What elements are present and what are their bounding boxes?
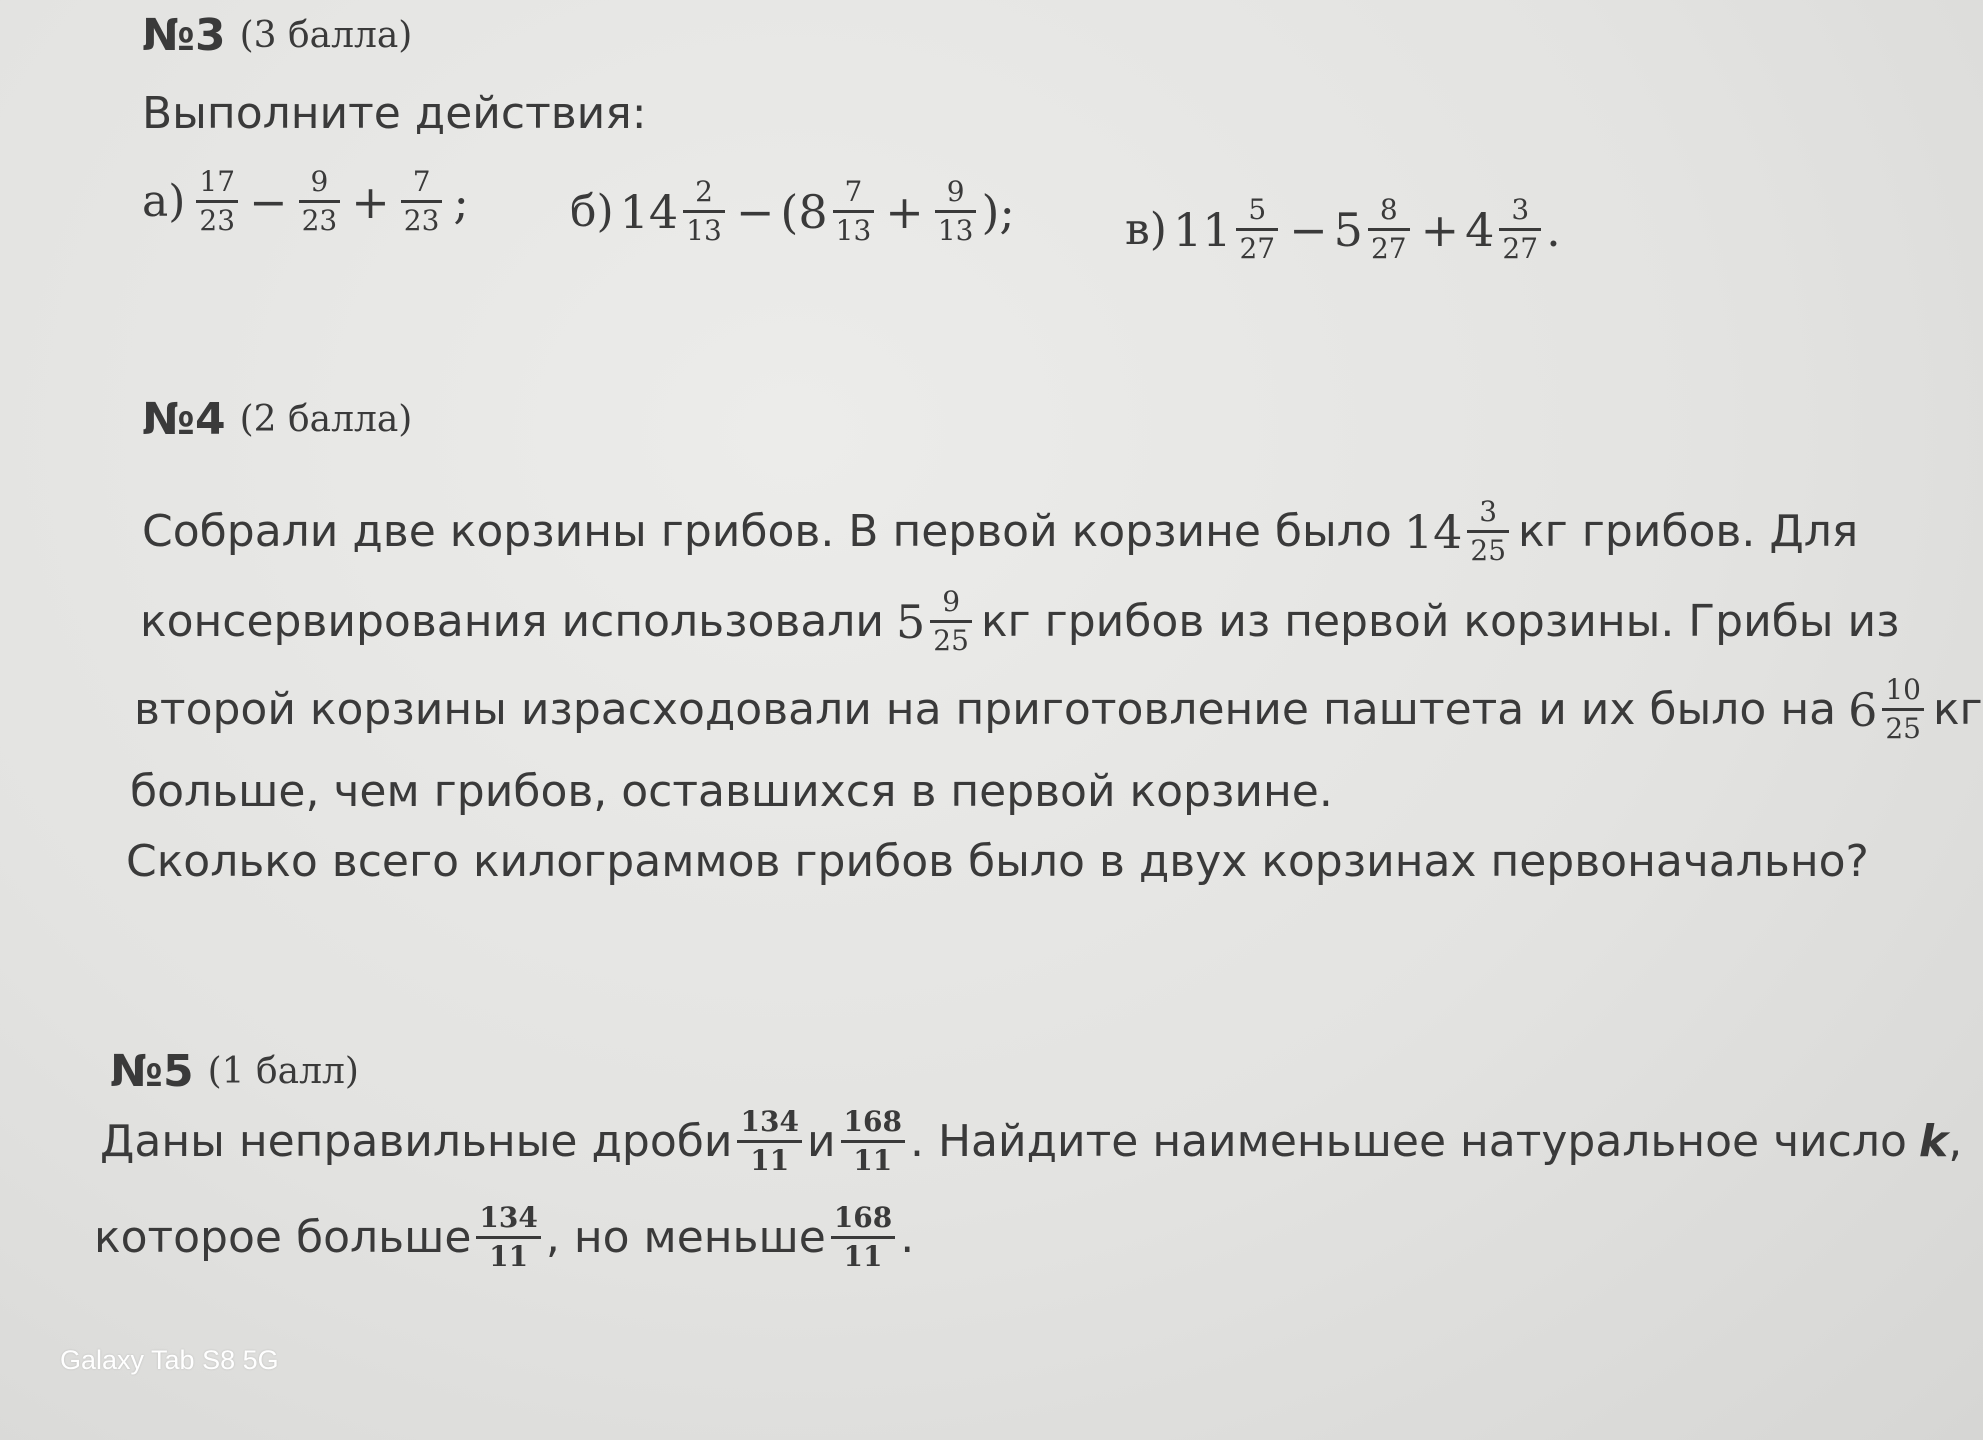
- task3-instruction: [142, 88, 647, 139]
- task5-text: , но меньше: [545, 1211, 826, 1263]
- task4-text: Собрали две корзины грибов. В первой корзине было: [142, 505, 1392, 557]
- task3-a-label: а): [142, 175, 186, 227]
- task4-text: кг грибов из первой корзины. Грибы из: [980, 595, 1900, 647]
- task4-header: [142, 394, 413, 445]
- fraction: $\frac{10}{25}$: [1882, 676, 1924, 743]
- task4-text: больше, чем грибов, оставшихся в первой корзине.: [130, 766, 1333, 817]
- punctuation: );: [981, 184, 1015, 239]
- task3-number: №3: [142, 10, 226, 61]
- task5-text: ,: [1948, 1115, 1963, 1167]
- task5-variable-k: k: [1918, 1115, 1949, 1167]
- task4-number: №4: [142, 394, 226, 445]
- whole-part: 5: [1333, 202, 1363, 257]
- fraction: $\frac{134}{11}$: [476, 1204, 540, 1271]
- task4-line-4: [130, 766, 1333, 817]
- task3-b-label: б): [570, 185, 614, 237]
- operator: −: [735, 184, 775, 239]
- task5-header: [110, 1046, 359, 1097]
- task5-text: и: [806, 1115, 836, 1167]
- whole-part: 8: [798, 184, 828, 239]
- paren: (: [780, 184, 799, 239]
- fraction: $\frac{9}{23}$: [299, 168, 341, 235]
- operator: +: [351, 174, 390, 229]
- fraction: $\frac{9}{25}$: [930, 588, 972, 655]
- fraction: $\frac{8}{27}$: [1368, 196, 1410, 263]
- task4-line-2: [140, 585, 1900, 657]
- fraction: $\frac{134}{11}$: [737, 1108, 801, 1175]
- whole-part: 14: [619, 184, 679, 239]
- task3-instruction-text: Выполните действия:: [142, 88, 647, 139]
- task4-text: кг: [1932, 683, 1983, 735]
- task3-item-a: [142, 165, 475, 237]
- fraction: $\frac{7}{23}$: [401, 168, 443, 235]
- whole-part: 6: [1848, 682, 1878, 737]
- task5-line-1: [100, 1105, 1963, 1177]
- task4-line-3: [134, 673, 1983, 745]
- task4-question: [126, 836, 1869, 887]
- operator: +: [885, 184, 924, 239]
- fraction: $\frac{5}{27}$: [1236, 196, 1278, 263]
- fraction: $\frac{2}{13}$: [683, 178, 725, 245]
- task5-line-2: [94, 1201, 915, 1273]
- fraction: $\frac{168}{11}$: [841, 1108, 905, 1175]
- task5-text: .: [900, 1211, 915, 1263]
- fraction: $\frac{7}{13}$: [833, 178, 875, 245]
- fraction: $\frac{168}{11}$: [831, 1204, 895, 1271]
- task3-header: [142, 10, 413, 61]
- task4-text: Сколько всего килограммов грибов было в двух корзинах первоначально?: [126, 836, 1869, 887]
- punctuation: ;: [453, 174, 469, 229]
- operator: +: [1420, 202, 1460, 257]
- whole-part: 5: [896, 594, 926, 649]
- task5-number: №5: [110, 1046, 194, 1097]
- camera-watermark: Galaxy Tab S8 5G: [60, 1345, 279, 1375]
- whole-part: 14: [1403, 504, 1463, 559]
- operator: −: [249, 174, 288, 229]
- task4-text: кг грибов. Для: [1518, 505, 1859, 557]
- fraction: $\frac{17}{23}$: [196, 168, 238, 235]
- operator: −: [1289, 202, 1328, 257]
- task3-item-b: [570, 175, 1015, 247]
- task4-line-1: [142, 495, 1859, 567]
- task4-points: (2 балла): [239, 399, 413, 440]
- whole-part: 11: [1172, 202, 1232, 257]
- task5-points: (1 балл): [207, 1051, 359, 1092]
- punctuation: .: [1546, 202, 1561, 257]
- task5-text: которое больше: [94, 1211, 472, 1263]
- task3-c-label: в): [1125, 203, 1167, 255]
- task5-text: Даны неправильные дроби: [100, 1115, 733, 1167]
- task4-text: консервирования использовали: [140, 595, 885, 647]
- task5-text: . Найдите наименьшее натуральное число: [910, 1115, 1907, 1167]
- fraction: $\frac{3}{27}$: [1499, 196, 1541, 263]
- fraction: $\frac{3}{25}$: [1467, 498, 1509, 565]
- task3-points: (3 балла): [239, 15, 413, 56]
- task3-item-c: [1125, 193, 1561, 265]
- task4-text: второй корзины израсходовали на приготовление паштета и их было на: [134, 683, 1837, 735]
- fraction: $\frac{9}{13}$: [935, 178, 977, 245]
- whole-part: 4: [1465, 202, 1495, 257]
